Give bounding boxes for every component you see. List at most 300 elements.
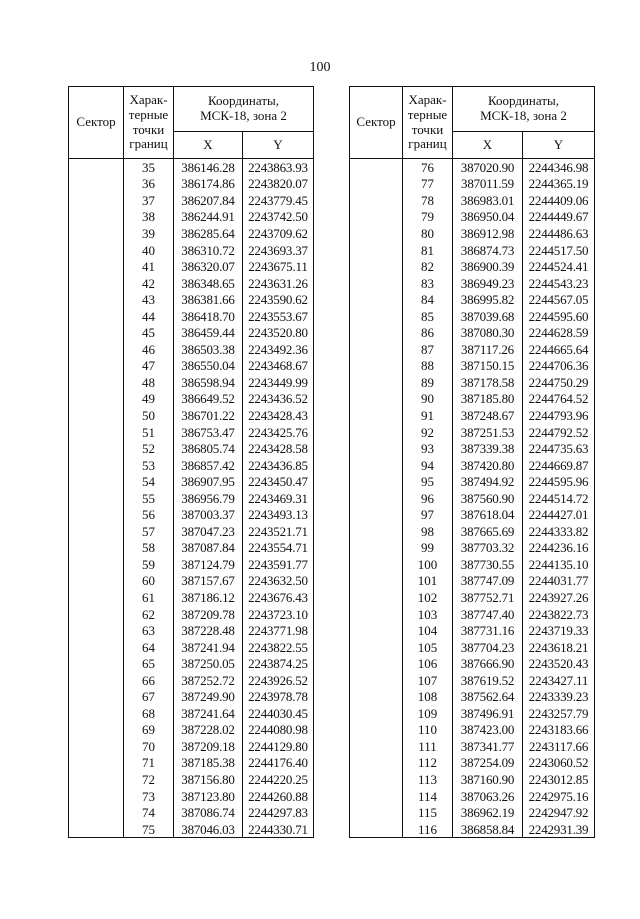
table-row — [350, 523, 595, 540]
x-coordinate-cell: 387251.53 — [453, 424, 523, 441]
point-number-cell: 38 — [124, 209, 174, 226]
table-row — [350, 804, 595, 821]
table-row — [350, 192, 595, 209]
point-number-cell: 69 — [124, 722, 174, 739]
sector-cell — [69, 192, 124, 209]
x-coordinate-cell: 387494.92 — [453, 473, 523, 490]
table-row — [69, 473, 314, 490]
sector-cell — [350, 358, 403, 375]
sector-cell — [350, 705, 403, 722]
y-coordinate-cell: 2243469.31 — [243, 490, 314, 507]
point-number-cell: 88 — [403, 358, 453, 375]
x-coordinate-cell: 387160.90 — [453, 771, 523, 788]
y-coordinate-cell: 2243874.25 — [243, 655, 314, 672]
point-number-cell: 102 — [403, 589, 453, 606]
sector-cell — [69, 771, 124, 788]
x-coordinate-cell: 386949.23 — [453, 275, 523, 292]
x-coordinate-cell: 387619.52 — [453, 672, 523, 689]
x-coordinate-cell: 386146.28 — [174, 159, 243, 176]
point-number-cell: 101 — [403, 573, 453, 590]
x-coordinate-cell: 386503.38 — [174, 341, 243, 358]
point-number-cell: 86 — [403, 324, 453, 341]
table-row — [350, 440, 595, 457]
x-coordinate-cell: 387704.23 — [453, 639, 523, 656]
sector-cell — [350, 788, 403, 805]
sector-cell — [350, 506, 403, 523]
x-coordinate-cell: 387666.90 — [453, 655, 523, 672]
y-coordinate-cell: 2244486.63 — [523, 225, 595, 242]
y-coordinate-cell: 2243520.80 — [243, 324, 314, 341]
sector-cell — [69, 391, 124, 408]
x-coordinate-cell: 387341.77 — [453, 738, 523, 755]
x-coordinate-cell: 386550.04 — [174, 358, 243, 375]
point-number-cell: 67 — [124, 689, 174, 706]
point-number-cell: 62 — [124, 606, 174, 623]
table-row — [350, 473, 595, 490]
table-row — [69, 391, 314, 408]
y-coordinate-cell: 2243554.71 — [243, 540, 314, 557]
sector-cell — [69, 705, 124, 722]
point-number-cell: 36 — [124, 176, 174, 193]
x-coordinate-cell: 386912.98 — [453, 225, 523, 242]
point-number-cell: 108 — [403, 689, 453, 706]
point-number-cell: 44 — [124, 308, 174, 325]
table-body-right — [350, 159, 595, 838]
y-coordinate-cell: 2244080.98 — [243, 722, 314, 739]
point-number-cell: 39 — [124, 225, 174, 242]
table-row — [69, 374, 314, 391]
header-coordinates: Координаты, МСК-18, зона 2 — [174, 87, 314, 132]
point-number-cell: 58 — [124, 540, 174, 557]
y-coordinate-cell: 2244427.01 — [523, 506, 595, 523]
table-row — [350, 159, 595, 176]
table-row — [350, 722, 595, 739]
table-row — [350, 291, 595, 308]
y-coordinate-cell: 2244706.36 — [523, 358, 595, 375]
x-coordinate-cell: 387178.58 — [453, 374, 523, 391]
point-number-cell: 94 — [403, 457, 453, 474]
y-coordinate-cell: 2242975.16 — [523, 788, 595, 805]
point-number-cell: 35 — [124, 159, 174, 176]
x-coordinate-cell: 387209.78 — [174, 606, 243, 623]
point-number-cell: 89 — [403, 374, 453, 391]
table-row — [350, 424, 595, 441]
x-coordinate-cell: 387157.67 — [174, 573, 243, 590]
y-coordinate-cell: 2243779.45 — [243, 192, 314, 209]
y-coordinate-cell: 2244567.05 — [523, 291, 595, 308]
x-coordinate-cell: 386950.04 — [453, 209, 523, 226]
sector-cell — [350, 440, 403, 457]
point-number-cell: 81 — [403, 242, 453, 259]
point-number-cell: 110 — [403, 722, 453, 739]
y-coordinate-cell: 2244735.63 — [523, 440, 595, 457]
sector-cell — [69, 291, 124, 308]
sector-cell — [69, 573, 124, 590]
y-coordinate-cell: 2244135.10 — [523, 556, 595, 573]
point-number-cell: 56 — [124, 506, 174, 523]
y-coordinate-cell: 2243012.85 — [523, 771, 595, 788]
header-x: X — [453, 132, 523, 159]
y-coordinate-cell: 2244628.59 — [523, 324, 595, 341]
x-coordinate-cell: 387186.12 — [174, 589, 243, 606]
table-row — [69, 341, 314, 358]
y-coordinate-cell: 2243425.76 — [243, 424, 314, 441]
x-coordinate-cell: 387562.64 — [453, 689, 523, 706]
point-number-cell: 84 — [403, 291, 453, 308]
y-coordinate-cell: 2244409.06 — [523, 192, 595, 209]
sector-cell — [350, 159, 403, 176]
header-y: Y — [243, 132, 314, 159]
y-coordinate-cell: 2243693.37 — [243, 242, 314, 259]
point-number-cell: 42 — [124, 275, 174, 292]
sector-cell — [69, 755, 124, 772]
y-coordinate-cell: 2243428.43 — [243, 407, 314, 424]
sector-cell — [69, 722, 124, 739]
x-coordinate-cell: 386805.74 — [174, 440, 243, 457]
x-coordinate-cell: 386962.19 — [453, 804, 523, 821]
coordinates-table-right — [349, 86, 595, 838]
y-coordinate-cell: 2243822.55 — [243, 639, 314, 656]
table-row — [350, 672, 595, 689]
table-body-left — [69, 159, 314, 838]
x-coordinate-cell: 387185.38 — [174, 755, 243, 772]
table-row — [69, 589, 314, 606]
y-coordinate-cell: 2243820.07 — [243, 176, 314, 193]
table-row — [350, 341, 595, 358]
table-row — [350, 689, 595, 706]
point-number-cell: 91 — [403, 407, 453, 424]
table-row — [69, 523, 314, 540]
sector-cell — [69, 308, 124, 325]
table-row — [69, 672, 314, 689]
table-row — [69, 407, 314, 424]
sector-cell — [69, 225, 124, 242]
table-row — [69, 176, 314, 193]
sector-cell — [69, 440, 124, 457]
y-coordinate-cell: 2244793.96 — [523, 407, 595, 424]
sector-cell — [69, 689, 124, 706]
table-row — [350, 821, 595, 838]
y-coordinate-cell: 2244792.52 — [523, 424, 595, 441]
table-row — [69, 275, 314, 292]
point-number-cell: 74 — [124, 804, 174, 821]
x-coordinate-cell: 387150.15 — [453, 358, 523, 375]
point-number-cell: 105 — [403, 639, 453, 656]
point-number-cell: 79 — [403, 209, 453, 226]
coordinates-table-left — [68, 86, 314, 838]
x-coordinate-cell: 387665.69 — [453, 523, 523, 540]
table-row — [69, 258, 314, 275]
sector-cell — [350, 755, 403, 772]
sector-cell — [350, 391, 403, 408]
point-number-cell: 75 — [124, 821, 174, 838]
y-coordinate-cell: 2244220.25 — [243, 771, 314, 788]
y-coordinate-cell: 2243618.21 — [523, 639, 595, 656]
y-coordinate-cell: 2243257.79 — [523, 705, 595, 722]
x-coordinate-cell: 387618.04 — [453, 506, 523, 523]
x-coordinate-cell: 386320.07 — [174, 258, 243, 275]
point-number-cell: 66 — [124, 672, 174, 689]
table-row — [69, 771, 314, 788]
x-coordinate-cell: 387252.72 — [174, 672, 243, 689]
sector-cell — [350, 540, 403, 557]
y-coordinate-cell: 2243822.73 — [523, 606, 595, 623]
x-coordinate-cell: 387560.90 — [453, 490, 523, 507]
y-coordinate-cell: 2243978.78 — [243, 689, 314, 706]
sector-cell — [350, 374, 403, 391]
x-coordinate-cell: 387249.90 — [174, 689, 243, 706]
y-coordinate-cell: 2244236.16 — [523, 540, 595, 557]
point-number-cell: 45 — [124, 324, 174, 341]
table-row — [350, 738, 595, 755]
sector-cell — [350, 655, 403, 672]
y-coordinate-cell: 2243521.71 — [243, 523, 314, 540]
x-coordinate-cell: 387063.26 — [453, 788, 523, 805]
sector-cell — [69, 606, 124, 623]
sector-cell — [69, 275, 124, 292]
sector-cell — [350, 176, 403, 193]
table-row — [69, 358, 314, 375]
sector-cell — [69, 738, 124, 755]
table-row — [69, 821, 314, 838]
table-row — [69, 622, 314, 639]
sector-cell — [350, 573, 403, 590]
point-number-cell: 97 — [403, 506, 453, 523]
table-row — [350, 573, 595, 590]
x-coordinate-cell: 386649.52 — [174, 391, 243, 408]
table-row — [69, 755, 314, 772]
sector-cell — [350, 606, 403, 623]
table-row — [69, 639, 314, 656]
sector-cell — [69, 324, 124, 341]
table-row — [69, 788, 314, 805]
y-coordinate-cell: 2243632.50 — [243, 573, 314, 590]
point-number-cell: 100 — [403, 556, 453, 573]
point-number-cell: 73 — [124, 788, 174, 805]
sector-cell — [350, 341, 403, 358]
table-row — [69, 655, 314, 672]
y-coordinate-cell: 2243436.85 — [243, 457, 314, 474]
sector-cell — [350, 209, 403, 226]
x-coordinate-cell: 386598.94 — [174, 374, 243, 391]
y-coordinate-cell: 2243427.11 — [523, 672, 595, 689]
point-number-cell: 41 — [124, 258, 174, 275]
table-row — [350, 225, 595, 242]
y-coordinate-cell: 2243590.62 — [243, 291, 314, 308]
table-row — [69, 540, 314, 557]
table-row — [69, 225, 314, 242]
y-coordinate-cell: 2243492.36 — [243, 341, 314, 358]
y-coordinate-cell: 2244595.60 — [523, 308, 595, 325]
sector-cell — [350, 804, 403, 821]
table-row — [350, 258, 595, 275]
y-coordinate-cell: 2244346.98 — [523, 159, 595, 176]
table-row — [350, 242, 595, 259]
y-coordinate-cell: 2243339.23 — [523, 689, 595, 706]
point-number-cell: 78 — [403, 192, 453, 209]
sector-cell — [69, 407, 124, 424]
sector-cell — [350, 722, 403, 739]
x-coordinate-cell: 386907.95 — [174, 473, 243, 490]
x-coordinate-cell: 386753.47 — [174, 424, 243, 441]
table-row — [69, 457, 314, 474]
point-number-cell: 70 — [124, 738, 174, 755]
header-x: X — [174, 132, 243, 159]
y-coordinate-cell: 2243675.11 — [243, 258, 314, 275]
x-coordinate-cell: 387209.18 — [174, 738, 243, 755]
x-coordinate-cell: 387752.71 — [453, 589, 523, 606]
point-number-cell: 90 — [403, 391, 453, 408]
sector-cell — [350, 689, 403, 706]
point-number-cell: 53 — [124, 457, 174, 474]
y-coordinate-cell: 2242947.92 — [523, 804, 595, 821]
table-row — [69, 804, 314, 821]
table-row — [69, 424, 314, 441]
y-coordinate-cell: 2244514.72 — [523, 490, 595, 507]
sector-cell — [350, 672, 403, 689]
table-row — [69, 192, 314, 209]
point-number-cell: 99 — [403, 540, 453, 557]
x-coordinate-cell: 387087.84 — [174, 540, 243, 557]
sector-cell — [350, 291, 403, 308]
x-coordinate-cell: 387003.37 — [174, 506, 243, 523]
x-coordinate-cell: 387423.00 — [453, 722, 523, 739]
point-number-cell: 64 — [124, 639, 174, 656]
sector-cell — [69, 506, 124, 523]
y-coordinate-cell: 2244669.87 — [523, 457, 595, 474]
x-coordinate-cell: 386874.73 — [453, 242, 523, 259]
x-coordinate-cell: 387339.38 — [453, 440, 523, 457]
sector-cell — [350, 622, 403, 639]
sector-cell — [69, 639, 124, 656]
y-coordinate-cell: 2243591.77 — [243, 556, 314, 573]
y-coordinate-cell: 2243449.99 — [243, 374, 314, 391]
table-row — [350, 771, 595, 788]
point-number-cell: 72 — [124, 771, 174, 788]
table-row — [350, 358, 595, 375]
sector-cell — [69, 672, 124, 689]
x-coordinate-cell: 387730.55 — [453, 556, 523, 573]
sector-cell — [350, 424, 403, 441]
y-coordinate-cell: 2244129.80 — [243, 738, 314, 755]
x-coordinate-cell: 387254.09 — [453, 755, 523, 772]
y-coordinate-cell: 2244031.77 — [523, 573, 595, 590]
table-row — [69, 573, 314, 590]
y-coordinate-cell: 2243723.10 — [243, 606, 314, 623]
page-number: 100 — [309, 60, 331, 75]
sector-cell — [69, 540, 124, 557]
table-row — [350, 391, 595, 408]
table-row — [350, 556, 595, 573]
point-number-cell: 71 — [124, 755, 174, 772]
point-number-cell: 68 — [124, 705, 174, 722]
sector-cell — [350, 308, 403, 325]
y-coordinate-cell: 2243863.93 — [243, 159, 314, 176]
table-row — [350, 622, 595, 639]
x-coordinate-cell: 386348.65 — [174, 275, 243, 292]
x-coordinate-cell: 387496.91 — [453, 705, 523, 722]
x-coordinate-cell: 387731.16 — [453, 622, 523, 639]
sector-cell — [350, 258, 403, 275]
x-coordinate-cell: 387747.40 — [453, 606, 523, 623]
point-number-cell: 37 — [124, 192, 174, 209]
sector-cell — [69, 341, 124, 358]
y-coordinate-cell: 2243060.52 — [523, 755, 595, 772]
point-number-cell: 55 — [124, 490, 174, 507]
point-number-cell: 113 — [403, 771, 453, 788]
table-row — [69, 689, 314, 706]
table-row — [350, 755, 595, 772]
sector-cell — [69, 556, 124, 573]
x-coordinate-cell: 386858.84 — [453, 821, 523, 838]
y-coordinate-cell: 2244750.29 — [523, 374, 595, 391]
point-number-cell: 51 — [124, 424, 174, 441]
x-coordinate-cell: 386995.82 — [453, 291, 523, 308]
point-number-cell: 57 — [124, 523, 174, 540]
y-coordinate-cell: 2244595.96 — [523, 473, 595, 490]
x-coordinate-cell: 387156.80 — [174, 771, 243, 788]
y-coordinate-cell: 2243926.52 — [243, 672, 314, 689]
sector-cell — [69, 457, 124, 474]
y-coordinate-cell: 2243742.50 — [243, 209, 314, 226]
point-number-cell: 60 — [124, 573, 174, 590]
sector-cell — [350, 242, 403, 259]
table-row — [350, 705, 595, 722]
table-row — [350, 540, 595, 557]
sector-cell — [350, 738, 403, 755]
y-coordinate-cell: 2243450.47 — [243, 473, 314, 490]
point-number-cell: 47 — [124, 358, 174, 375]
x-coordinate-cell: 387248.67 — [453, 407, 523, 424]
header-sector: Сектор — [69, 87, 124, 159]
table-row — [69, 324, 314, 341]
x-coordinate-cell: 386418.70 — [174, 308, 243, 325]
point-number-cell: 83 — [403, 275, 453, 292]
y-coordinate-cell: 2243719.33 — [523, 622, 595, 639]
sector-cell — [69, 258, 124, 275]
table-row — [69, 705, 314, 722]
point-number-cell: 93 — [403, 440, 453, 457]
x-coordinate-cell: 387080.30 — [453, 324, 523, 341]
sector-cell — [69, 589, 124, 606]
table-row — [69, 606, 314, 623]
x-coordinate-cell: 386207.84 — [174, 192, 243, 209]
sector-cell — [69, 821, 124, 838]
x-coordinate-cell: 386310.72 — [174, 242, 243, 259]
y-coordinate-cell: 2243428.58 — [243, 440, 314, 457]
table-row — [69, 209, 314, 226]
x-coordinate-cell: 387011.59 — [453, 176, 523, 193]
y-coordinate-cell: 2244297.83 — [243, 804, 314, 821]
point-number-cell: 116 — [403, 821, 453, 838]
sector-cell — [69, 242, 124, 259]
table-row — [69, 440, 314, 457]
table-row — [350, 606, 595, 623]
table-row — [350, 209, 595, 226]
point-number-cell: 85 — [403, 308, 453, 325]
table-row — [69, 291, 314, 308]
sector-cell — [69, 209, 124, 226]
y-coordinate-cell: 2244665.64 — [523, 341, 595, 358]
table-row — [69, 490, 314, 507]
point-number-cell: 48 — [124, 374, 174, 391]
y-coordinate-cell: 2244260.88 — [243, 788, 314, 805]
point-number-cell: 106 — [403, 655, 453, 672]
x-coordinate-cell: 386381.66 — [174, 291, 243, 308]
table-row — [350, 788, 595, 805]
point-number-cell: 46 — [124, 341, 174, 358]
point-number-cell: 87 — [403, 341, 453, 358]
